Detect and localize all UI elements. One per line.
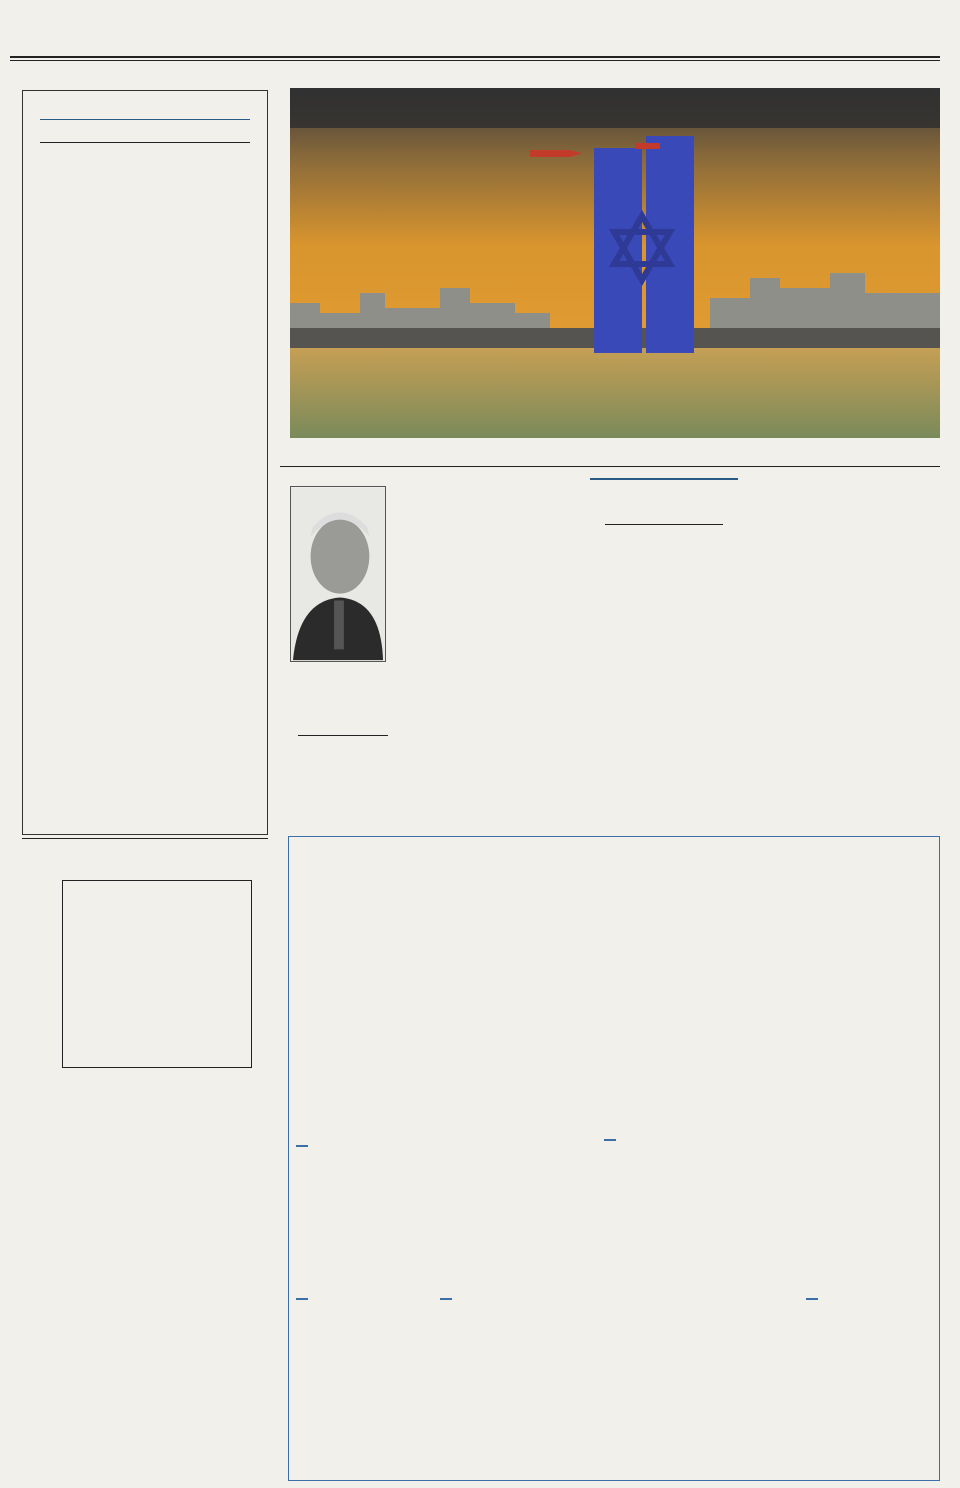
head	[311, 519, 370, 593]
quote-rule	[298, 735, 388, 736]
maskes-header	[590, 478, 738, 582]
storm-cloud	[290, 88, 940, 128]
crossword-column-numbers	[62, 866, 252, 880]
crossword-grid	[62, 880, 252, 1068]
article-body	[410, 488, 580, 833]
analytika-heading	[604, 1139, 616, 1141]
portrait-photo	[290, 486, 386, 662]
article-body-2	[748, 479, 938, 834]
column-body-2	[30, 604, 260, 754]
world-table	[806, 1298, 938, 1476]
next-days-table	[440, 1298, 800, 1476]
section-rule	[280, 466, 940, 467]
kicker-rule	[40, 119, 250, 120]
analytika-grid	[604, 1152, 938, 1292]
river	[290, 343, 940, 438]
article-body	[592, 583, 737, 833]
header-rule-thin	[10, 60, 940, 61]
tower-left	[594, 148, 642, 353]
today-table	[296, 1298, 436, 1476]
author-rule	[40, 142, 250, 143]
weather-map	[290, 868, 938, 1140]
tower-right	[646, 136, 694, 353]
cartoon-illustration	[290, 88, 940, 438]
crossword-rule	[22, 838, 268, 839]
missile-right	[635, 143, 660, 149]
tie	[334, 600, 344, 649]
general-heading	[296, 1145, 308, 1147]
header-rule	[10, 56, 940, 58]
author-rule	[605, 524, 723, 525]
